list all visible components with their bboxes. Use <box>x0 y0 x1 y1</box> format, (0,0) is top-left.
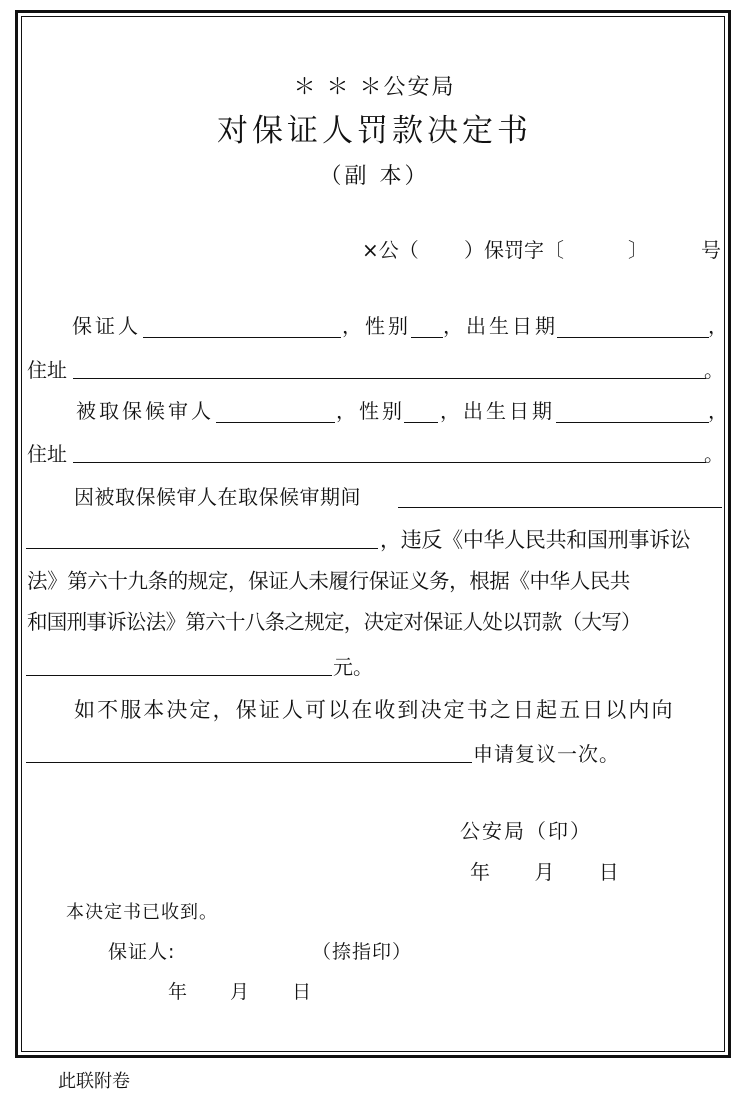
guarantor-address-label: 住址 <box>27 358 67 382</box>
suspect-dob-label: ，出生日期 <box>440 399 555 423</box>
suspect-dob-field[interactable] <box>556 402 709 423</box>
guarantor-gender-field[interactable] <box>411 317 443 338</box>
suspect-address-end: 。 <box>704 442 724 466</box>
receipt-confirmation: 本决定书已收到。 <box>66 902 218 923</box>
document-title: 对保证人罚款决定书 <box>217 113 532 149</box>
body-line-3: 法》第六十九条的规定，保证人未履行保证义务，根据《中华人民共 <box>27 569 630 593</box>
guarantor-gender-label: ，性别 <box>342 314 411 338</box>
guarantor-address-end: 。 <box>704 358 724 382</box>
guarantor-line-end: ， <box>708 314 728 338</box>
doc-number-suffix: 号 <box>701 238 721 262</box>
agency-name: ＊ ＊ ＊公安局 <box>293 75 456 100</box>
fine-amount-field[interactable] <box>26 655 332 676</box>
guarantor-dob-label: ，出生日期 <box>443 314 558 338</box>
suspect-address-field[interactable] <box>73 442 706 463</box>
suspect-name-field[interactable] <box>216 402 335 423</box>
reason-field-1[interactable] <box>398 487 722 508</box>
appeal-end: 申请复议一次。 <box>473 742 620 766</box>
appeal-text: 如不服本决定，保证人可以在收到决定书之日起五日以内向 <box>74 698 675 722</box>
suspect-line-end: ， <box>708 399 728 423</box>
footer-note: 此联附卷 <box>58 1071 130 1092</box>
guarantor-address-field[interactable] <box>73 358 706 379</box>
guarantor-name-field[interactable] <box>143 317 341 338</box>
appeal-agency-field[interactable] <box>26 742 472 763</box>
amount-unit: 元。 <box>333 655 373 679</box>
receipt-date: 年 月 日 <box>168 981 318 1003</box>
signature-date: 年 月 日 <box>470 860 625 884</box>
doc-number-close: 〕 <box>628 238 648 262</box>
doc-number-prefix: ×公（ <box>362 238 419 262</box>
fingerprint-label: （捺指印） <box>312 941 413 963</box>
agency-seal: 公安局（印） <box>460 819 592 843</box>
suspect-label: 被取保候审人 <box>76 399 214 423</box>
suspect-gender-field[interactable] <box>404 402 438 423</box>
reason-field-2[interactable] <box>26 528 378 549</box>
reason-intro: 因被取保候审人在取保候审期间 <box>74 485 361 509</box>
receipt-guarantor-label: 保证人: <box>108 941 176 963</box>
doc-number-middle: ）保罚字〔 <box>464 238 564 262</box>
violation-text: ，违反《中华人民共和国刑事诉讼 <box>380 528 691 552</box>
body-line-4: 和国刑事诉讼法》第六十八条之规定，决定对保证人处以罚款（大写） <box>27 610 641 634</box>
copy-label: （副 本） <box>319 164 430 189</box>
suspect-gender-label: ，性别 <box>336 399 405 423</box>
suspect-address-label: 住址 <box>27 442 67 466</box>
guarantor-dob-field[interactable] <box>557 317 709 338</box>
guarantor-label: 保证人 <box>72 314 141 338</box>
